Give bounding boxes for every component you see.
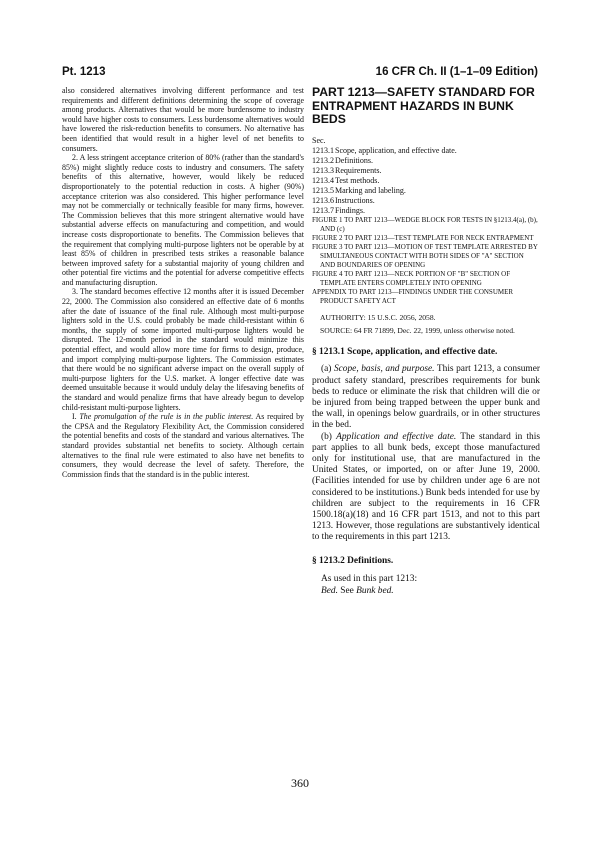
toc-item[interactable]: [312, 206, 540, 216]
public-interest-heading: The promulgation of the rule is in the public interest.: [79, 412, 254, 422]
toc-number: 1213.2: [312, 155, 334, 165]
authority-note: AUTHORITY: 15 U.S.C. 2056, 2058.: [320, 312, 436, 322]
paragraph-text: This part 1213, a consumer product safety standard, prescribes requirements for bunk beds to reduce or eliminate the risk that children will die or be injured from being trapped between the upper bunk and the wall, in openings below guardrails, or in other structures in the bed.: [312, 364, 540, 431]
section-1213-1-body: [312, 364, 540, 543]
definition-bed: [321, 585, 540, 597]
page-number: 360: [291, 776, 309, 790]
paragraph-heading: Application and effective date.: [336, 431, 457, 442]
part-title: PART 1213—SAFETY STANDARD FOR ENTRAPMENT HAZARDS IN BUNK BEDS: [312, 85, 535, 126]
right-column: [312, 86, 540, 597]
paragraph-alternatives: also considered alternatives involving different performance and test requirements and different definitions determining the scope of coverage among products. Alternatives that would be more burdensome to industry would have higher costs to consumers. Less burdensome alternatives would have lowered the risk-reduction benefits to consumers. No alternative has been identified that would result in a higher level of net benefits to consumers.: [62, 86, 304, 153]
table-of-contents: [312, 146, 540, 216]
figure-entry[interactable]: FIGURE 3 TO PART 1213—MOTION OF TEST TEMPLATE ARRESTED BY SIMULTANEOUS CONTACT WITH BOTH SIDES OF "A" SECTION AND BOUNDARIES OF OPENING: [312, 242, 538, 269]
toc-title: Test methods.: [335, 175, 380, 185]
paragraph-effective-date: 3. The standard becomes effective 12 months after it is issued December 22, 2000. The Commission also considered an effective date of 6 months after the date of issuance of the final rule. Although most multi-purpose lighters sold in the U.S. could probably be made child-resistant within 6 months, the supply of some imported multi-purpose lighters would be disrupted. The 12-month period in the standard would minimize this potential effect, and would allow more time for firms to design, produce, and import complying multi-purpose lighters. The Commission estimates that there would be no significant adverse impact on the overall supply of multi-purpose lighters for the U.S. market. A longer effective date was deemed unsuitable because it would unduly delay the lifesaving benefits of the standard and would penalize firms that have already begun to develop child-resistant multi-purpose lighters.: [62, 287, 304, 412]
definition-term: Bed.: [321, 585, 338, 596]
figure-entry[interactable]: FIGURE 2 TO PART 1213—TEST TEMPLATE FOR NECK ENTRAPMENT: [312, 233, 534, 242]
section-1213-1-heading: § 1213.1 Scope, application, and effective date.: [312, 347, 498, 358]
toc-title: Requirements.: [335, 165, 382, 175]
left-column: [62, 86, 304, 479]
paragraph-text: The standard in this part applies to all bunk beds, except those manufactured only for institutional use, that are manufactured in the United States, or imported, on or after June 19, 2000. (Facilities intended for use by children under age 6 are not considered to be institutions.) Bunk beds intended for use by children are subject to the requirements in 16 CFR 1500.18(a)(18) and 16 CFR part 1513, and not to this part 1213. However, those regulations are substantively identical to the requirements in this part 1213.: [312, 431, 540, 543]
toc-number: 1213.5: [312, 185, 334, 195]
definitions-intro: As used in this part 1213:: [321, 573, 418, 584]
toc-number: 1213.4: [312, 175, 334, 185]
paragraph-heading: Scope, basis, and purpose.: [333, 364, 435, 375]
toc-title: Definitions.: [335, 155, 373, 165]
figure-list: [312, 216, 540, 306]
paragraph-scope: [312, 364, 540, 431]
toc-title: Findings.: [335, 205, 366, 215]
definition-reference: Bunk bed.: [356, 585, 394, 596]
public-interest-text: As required by the CPSA and the Regulatory Flexibility Act, the Commission considered the potential benefits and costs of the standard and various alternatives. The standard provides substantial net benefits to society. Although certain alternatives to the final rule were estimated to also have net benefits to consumers, they would decrease the level of safety. Therefore, the Commission finds that the standard is in the public interest.: [62, 412, 305, 479]
running-header-part: Pt. 1213: [62, 66, 106, 78]
paragraph-acceptance-criterion: 2. A less stringent acceptance criterion of 80% (rather than the standard's 85%) might slightly reduce costs to industry and consumers. The safety benefits of this alternative, however, would likely be reduced disproportionately to the potential reduction in costs. A higher (90%) acceptance criterion was also considered. This higher performance level may not be commercially or technically feasible for many firms, however. The Commission believes that this more stringent alternative would have substantial adverse effects on manufacturing and competition, and would increase costs disproportionate to benefits. The Commission believes that the requirement that complying multi-purpose lighters not be operable by at least 85% of children in prescribed tests strikes a reasonable balance between improved safety for a substantial majority of young children and other potential fire victims and the potential for adverse competitive effects and manufacturing disruption.: [62, 153, 304, 287]
toc-item[interactable]: [312, 146, 540, 156]
toc-number: 1213.7: [312, 205, 334, 215]
paragraph-application: [312, 432, 540, 544]
section-1213-2-heading: § 1213.2 Definitions.: [312, 555, 394, 566]
figure-entry[interactable]: FIGURE 4 TO PART 1213—NECK PORTION OF "B" SECTION OF TEMPLATE ENTERS COMPLETELY INTO OPENING: [312, 269, 511, 287]
paragraph-label: (a): [321, 364, 334, 375]
public-interest-prefix: I.: [72, 412, 80, 422]
toc-title: Scope, application, and effective date.: [335, 145, 457, 155]
toc-number: 1213.6: [312, 195, 334, 205]
toc-item[interactable]: [312, 156, 540, 166]
source-note: SOURCE: 64 FR 71899, Dec. 22, 1999, unless otherwise noted.: [320, 325, 515, 335]
toc-item[interactable]: [312, 186, 540, 196]
toc-item[interactable]: [312, 176, 540, 186]
running-header-edition: 16 CFR Ch. II (1–1–09 Edition): [375, 66, 538, 78]
paragraph-label: (b): [321, 431, 337, 442]
toc-title: Instructions.: [335, 195, 375, 205]
toc-item[interactable]: [312, 166, 540, 176]
appendix-entry[interactable]: APPENDIX TO PART 1213—FINDINGS UNDER THE CONSUMER PRODUCT SAFETY ACT: [312, 287, 514, 305]
sections-label: Sec.: [312, 135, 326, 145]
definition-see: See: [337, 585, 357, 596]
toc-title: Marking and labeling.: [335, 185, 406, 195]
toc-number: 1213.1: [312, 145, 334, 155]
paragraph-public-interest: [62, 412, 304, 479]
toc-item[interactable]: [312, 196, 540, 206]
toc-number: 1213.3: [312, 165, 334, 175]
figure-entry[interactable]: FIGURE 1 TO PART 1213—WEDGE BLOCK FOR TESTS IN §1213.4(a), (b), AND (c): [312, 215, 538, 233]
